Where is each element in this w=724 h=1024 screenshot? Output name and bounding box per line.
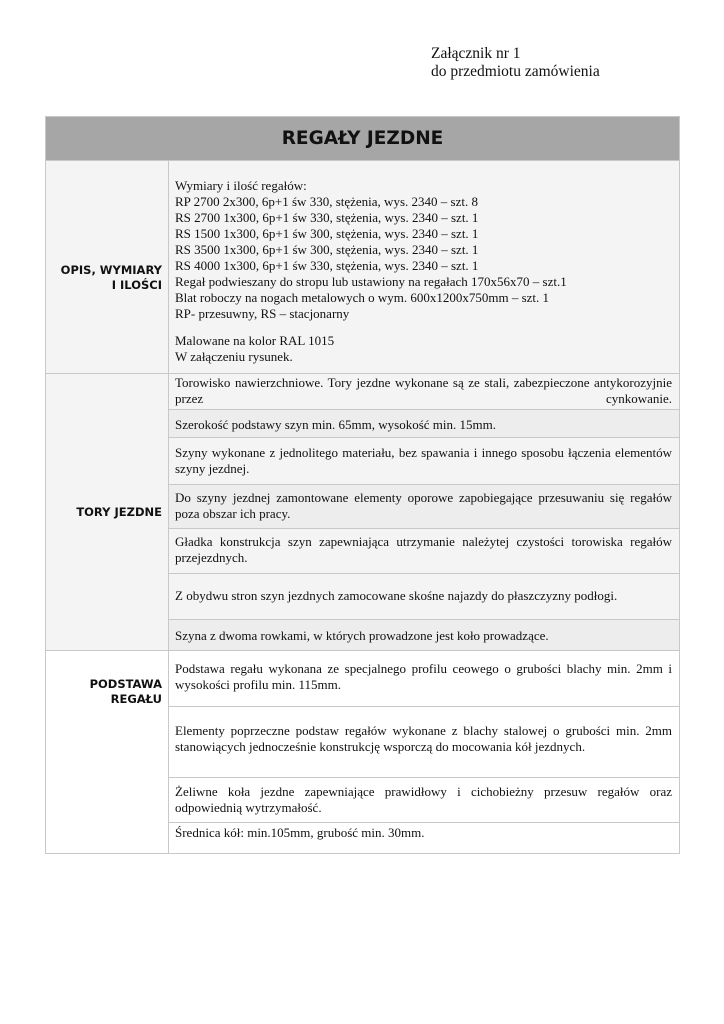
requirement-row: Torowisko nawierzchniowe. Tory jezdne wykonane są ze stali, zabezpieczone antykorozyjnie przez cynkowanie.	[169, 374, 679, 410]
requirement-row: Szerokość podstawy szyn min. 65mm, wysokość min. 15mm.	[169, 410, 679, 438]
requirement-row: Gładka konstrukcja szyn zapewniająca utrzymanie należytej czystości torowiska regałów przejezdnych.	[169, 529, 679, 574]
opis-line: RP- przesuwny, RS – stacjonarny	[175, 306, 350, 321]
section-content-tory	[169, 374, 680, 651]
opis-line: RS 3500 1x300, 6p+1 św 300, stężenia, wys. 2340 – szt. 1	[175, 242, 479, 257]
section-content-opis	[169, 161, 680, 374]
requirement-row: Średnica kół: min.105mm, grubość min. 30mm.	[175, 825, 425, 840]
requirement-row: Szyny wykonane z jednolitego materiału, bez spawania i innego sposobu łączenia elementów szyny jezdnej.	[169, 438, 679, 485]
section-label-tory	[46, 374, 169, 651]
requirement-row: Żeliwne koła jezdne zapewniające prawidłowy i cichobieżny przesuw regałów oraz odpowiednią wytrzymałość.	[169, 778, 679, 823]
section-label-line: OPIS, WYMIARY	[60, 263, 162, 277]
specification-table	[45, 116, 680, 854]
attachment-note	[431, 45, 600, 81]
title-row	[46, 117, 680, 161]
section-label-line: PODSTAWA	[89, 677, 162, 691]
section-label-line: I ILOŚCI	[111, 278, 162, 292]
requirement-row: Z obydwu stron szyn jezdnych zamocowane skośne najazdy do płaszczyzny podłogi.	[169, 574, 679, 620]
section-label-opis	[46, 161, 169, 374]
section-tory	[46, 374, 680, 651]
opis-line: Regał podwieszany do stropu lub ustawiony na regałach 170x56x70 – szt.1	[175, 274, 567, 289]
requirement-row: Podstawa regału wykonana ze specjalnego profilu ceowego o grubości blachy min. 2mm i wysokości profilu min. 115mm.	[169, 651, 679, 707]
opis-line: Malowane na kolor RAL 1015	[175, 333, 335, 348]
section-label-line: TORY JEZDNE	[76, 505, 162, 519]
opis-line: Blat roboczy na nogach metalowych o wym. 600x1200x750mm – szt. 1	[175, 290, 550, 305]
opis-line: Wymiary i ilość regałów:	[175, 178, 307, 193]
attachment-subject: do przedmiotu zamówienia	[431, 63, 600, 80]
opis-line: RS 2700 1x300, 6p+1 św 330, stężenia, wys. 2340 – szt. 1	[175, 210, 479, 225]
section-opis	[46, 161, 680, 374]
section-podstawa	[46, 651, 680, 854]
section-label-podstawa	[46, 651, 169, 854]
opis-line: RP 2700 2x300, 6p+1 św 330, stężenia, wys. 2340 – szt. 8	[175, 194, 478, 209]
table-title: REGAŁY JEZDNE	[46, 117, 680, 161]
opis-line: RS 1500 1x300, 6p+1 św 300, stężenia, wys. 2340 – szt. 1	[175, 226, 479, 241]
section-label-line: REGAŁU	[110, 692, 162, 706]
attachment-number: Załącznik nr 1	[431, 45, 521, 62]
requirement-row: Elementy poprzeczne podstaw regałów wykonane z blachy stalowej o grubości min. 2mm stanowiących jednocześnie konstrukcję wsporczą do mocowania kół jezdnych.	[169, 707, 679, 778]
requirement-row: Szyna z dwoma rowkami, w których prowadzone jest koło prowadzące.	[169, 620, 679, 650]
requirement-row: Do szyny jezdnej zamontowane elementy oporowe zapobiegające przesuwaniu się regałów poza obszar ich pracy.	[169, 485, 679, 529]
opis-line: RS 4000 1x300, 6p+1 św 330, stężenia, wys. 2340 – szt. 1	[175, 258, 479, 273]
opis-line: W załączeniu rysunek.	[175, 349, 293, 364]
section-content-podstawa	[169, 651, 680, 854]
